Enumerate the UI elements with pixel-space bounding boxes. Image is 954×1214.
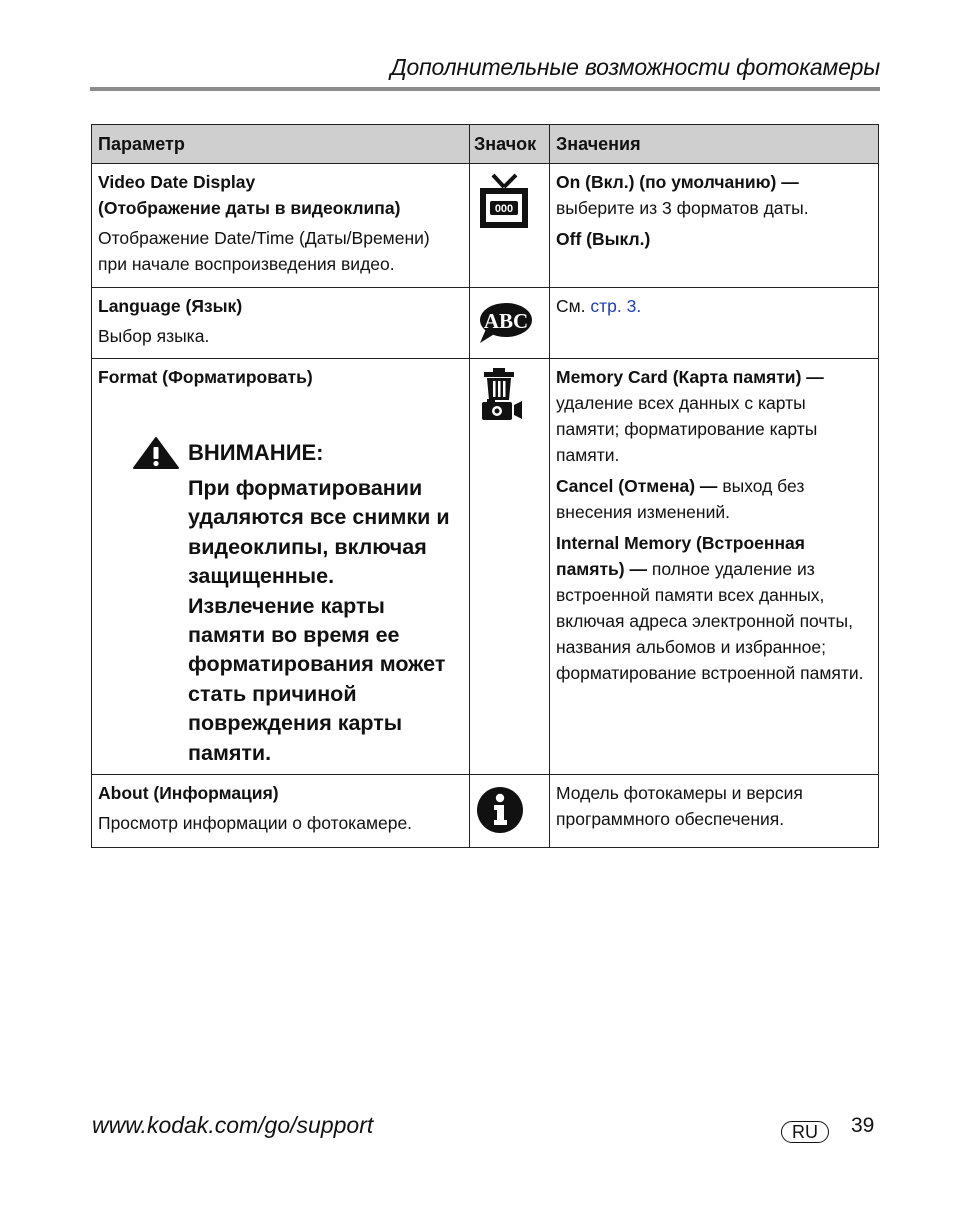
warning-block	[132, 438, 463, 768]
parameter-name: Video Date Display	[98, 172, 256, 192]
value-option-label: Memory Card (Карта памяти) —	[556, 367, 824, 387]
page-reference-link[interactable]: стр. 3	[590, 296, 637, 316]
column-header-icon: Значок	[470, 125, 550, 164]
icon-cell	[470, 164, 550, 288]
info-icon	[476, 786, 524, 841]
value-option-label: Off (Выкл.)	[556, 229, 651, 249]
warning-text: При форматировании удаляются все снимки и видеоклипы, включая защищенные. Извлечение карты памяти во время ее форматирования может стать причиной повреждения карты памяти.	[188, 476, 450, 765]
header-divider	[90, 87, 880, 91]
parameter-cell	[92, 359, 470, 775]
column-header-parameter: Параметр	[92, 125, 470, 164]
value-option-label: Internal Memory (Встроенная память) —	[556, 533, 805, 579]
parameter-description: Просмотр информации о фотокамере.	[98, 813, 413, 834]
parameter-cell	[92, 775, 470, 848]
parameter-description: Выбор языка.	[98, 326, 210, 346]
icon-cell	[470, 359, 550, 775]
values-cell	[550, 359, 879, 775]
icon-cell	[470, 775, 550, 848]
parameter-name: Format (Форматировать)	[98, 367, 313, 387]
settings-table	[91, 124, 879, 848]
page-number: 39	[851, 1114, 875, 1137]
parameter-cell	[92, 164, 470, 288]
parameter-description: Отображение Date/Time (Даты/Времени) при начале воспроизведения видео.	[98, 228, 430, 274]
icon-cell	[470, 288, 550, 359]
values-cell	[550, 775, 879, 848]
values-cell	[550, 164, 879, 288]
value-option-text: выберите из 3 форматов даты.	[556, 198, 809, 218]
trash-camera-icon	[476, 366, 526, 429]
values-cell	[550, 288, 879, 359]
table-header-row	[92, 125, 879, 164]
table-row	[92, 164, 879, 288]
warning-triangle-icon	[132, 436, 180, 477]
column-header-values: Значения	[550, 125, 879, 164]
value-option-text: полное удаление из встроенной памяти всех данных, включая адреса электронной почты, названия альбомов и избранное; форматирование встроенной памяти.	[556, 559, 864, 683]
table-row	[92, 359, 879, 775]
language-badge: RU	[781, 1121, 829, 1143]
see-suffix: .	[636, 296, 642, 316]
support-url[interactable]: www.kodak.com/go/support	[92, 1112, 374, 1138]
table-row	[92, 288, 879, 359]
value-option-label: Cancel (Отмена) —	[556, 476, 718, 496]
parameter-name-translation: (Отображение даты в видеоклипа)	[98, 198, 401, 218]
page-header-title: Дополнительные возможности фотокамеры	[390, 54, 880, 80]
abc-speech-icon	[476, 301, 534, 352]
table-row	[92, 775, 879, 848]
value-option-text: удаление всех данных с карты памяти; форматирование карты памяти.	[556, 393, 818, 465]
see-prefix: См.	[556, 296, 591, 316]
value-option-text: выход без внесения изменений.	[556, 476, 805, 522]
svg-text:ABC: ABC	[483, 309, 529, 333]
parameter-cell	[92, 288, 470, 359]
svg-text:000: 000	[494, 203, 514, 215]
value-text: Модель фотокамеры и версия программного обеспечения.	[556, 783, 803, 830]
parameter-name: Language (Язык)	[98, 296, 243, 316]
value-option-label: On (Вкл.) (по умолчанию) —	[556, 172, 799, 192]
warning-title: ВНИМАНИЕ:	[188, 440, 324, 465]
video-date-display-icon	[476, 171, 532, 240]
parameter-name: About (Информация)	[98, 783, 279, 804]
